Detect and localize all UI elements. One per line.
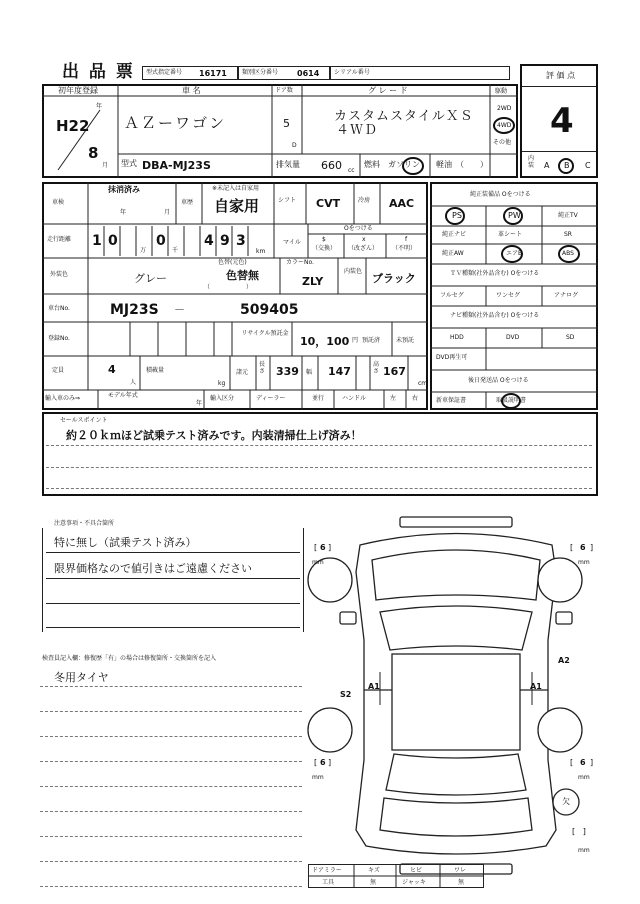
recycle-unit: 円 [352, 337, 359, 344]
capacity-unit: 人 [130, 379, 137, 386]
import-label: 輸入車のみ⇒ [45, 395, 81, 402]
tread-front-left-bracket: [ [314, 543, 318, 552]
handle-left: 左 [390, 395, 397, 402]
doors-value: 5 [283, 117, 290, 130]
acc-jack-value: 無 [458, 879, 465, 886]
equip-ps: PS [452, 211, 462, 220]
meter-swap-label: （交換） [312, 245, 337, 252]
interior-grade-a: A [544, 161, 550, 170]
km-unit: km [256, 248, 266, 255]
capacity-label: 定員 [52, 367, 65, 374]
notes-line-1: 特に無し（試乗テスト済み） [54, 536, 197, 549]
height-value: 167 [383, 365, 406, 378]
interior-grade-label: 内装 [528, 155, 535, 169]
chassis-label: 車台No. [48, 305, 70, 312]
tread-front-right-bracket: [ [570, 543, 574, 552]
sales-point-text: 約２０ｋｍほど試乗テスト済みです。内装清掃仕上げ済み！ [66, 429, 362, 442]
history-value: 自家用 [214, 197, 260, 215]
recycle-value: 10，100 [300, 335, 350, 348]
tread-rear-left: 6 [320, 758, 326, 767]
equip-leather: 革シート [498, 231, 523, 238]
reg-no-label: 登録No. [48, 335, 70, 342]
first-reg-year: H22 [56, 117, 90, 135]
damage-mark-a1-right: A1 [530, 682, 542, 691]
equip-sr: SR [564, 231, 572, 238]
sen-unit: 千 [172, 247, 179, 254]
acc-header-scratch: キズ [368, 867, 380, 874]
shift-value: CVT [316, 197, 341, 210]
ac-value: AAC [389, 197, 415, 210]
meter-unknown-label: （不明） [392, 245, 417, 252]
color-no-label: カラーNo. [286, 259, 314, 266]
load-unit: kg [218, 380, 226, 387]
width-label: 幅 [306, 369, 313, 376]
chassis-dash: － [174, 303, 185, 316]
recycle-label: リサイクル預託金 [241, 330, 289, 337]
model-type-value: DBA-MJ23S [142, 159, 211, 172]
dims-label: 諸元 [236, 369, 249, 376]
notes-label: 注意事項・不具合箇所 [54, 520, 115, 527]
width-value: 147 [328, 365, 351, 378]
length-label: 長さ [259, 361, 266, 375]
doors-label: ドア数 [275, 87, 293, 94]
fuel-gasoline: ガソリン [388, 160, 420, 169]
shaken-year-unit: 年 [120, 209, 127, 216]
mileage-digit-1: 1 [92, 233, 102, 249]
first-reg-month: 8 [88, 144, 99, 162]
exterior-color-value: グレー [134, 272, 167, 285]
damage-mark-a2: A2 [558, 656, 570, 665]
capacity-value: 4 [108, 363, 116, 376]
exterior-color-label: 外装色 [50, 271, 69, 278]
shaken-month-unit: 月 [164, 209, 171, 216]
displacement-label: 排気量 [276, 160, 300, 169]
interior-color-label: 内装色 [344, 268, 363, 275]
mm-unit-br: mm [578, 774, 590, 781]
meter-swap-symbol: $ [322, 236, 326, 243]
load-label: 積載量 [146, 367, 165, 374]
damage-mark-a1-left: A1 [368, 682, 380, 691]
grade-line2: ４ＷＤ [336, 123, 379, 138]
class-number: 0614 [297, 69, 320, 78]
tv-analog: アナログ [554, 292, 579, 299]
ac-label: 冷房 [358, 197, 371, 204]
acc-header-mirror: ドアミラー [312, 867, 342, 874]
serial-label: シリアル番号 [334, 69, 370, 76]
recycle-unpaid: 未預託 [396, 337, 415, 344]
length-value: 339 [276, 365, 299, 378]
repaint-value: 色替無 [226, 269, 259, 282]
shift-label: シフト [278, 197, 297, 204]
equip-tv: 純正TV [558, 212, 578, 219]
mileage-digit-4: 0 [156, 233, 166, 249]
history-label: 車歴 [181, 199, 194, 206]
tread-rear-left-bracket: [ [314, 758, 318, 767]
grade-label: グ レ ー ド [368, 86, 408, 95]
height-label: 高さ [373, 361, 380, 375]
grade-line1: カスタムスタイルＸＳ [334, 109, 474, 124]
equip-pw: PW [508, 211, 521, 220]
equip-abs: ABS [562, 250, 574, 257]
acc-header-crack: ヒビ [410, 867, 423, 874]
navi-dvd: DVD [506, 334, 520, 341]
tread-rear-right-bracket: [ [570, 758, 574, 767]
history-note: ※未記入は自家用 [212, 185, 260, 192]
fuel-diesel: 軽油 [436, 160, 452, 169]
drive-4wd: 4WD [497, 122, 512, 129]
repaint-label: 色替(元色) [218, 259, 247, 266]
sales-point-label: セールスポイント [60, 417, 108, 424]
later-manual: 取扱説明書 [496, 397, 527, 404]
chassis-number: 509405 [240, 302, 299, 318]
tread-front-left-bracket-close: ] [328, 543, 332, 552]
mm-unit-bl: mm [312, 774, 324, 781]
mm-unit-tl: mm [312, 559, 324, 566]
rating-value: 4 [550, 101, 574, 141]
acc-tools-value: 無 [370, 879, 377, 886]
mileage-digit-8: 3 [236, 233, 246, 249]
shaken-label: 車検 [52, 199, 65, 206]
mileage-label: 走行距離 [47, 236, 72, 243]
acc-jack-label: ジャッキ [402, 879, 426, 886]
handle-label: ハンドル [342, 395, 367, 402]
drive-other: その他 [493, 139, 512, 146]
mm-unit-tr: mm [578, 559, 590, 566]
drive-label: 駆動 [495, 88, 508, 95]
equip-aw: 純正AW [442, 250, 464, 257]
equip-airbag: エアB [506, 250, 523, 257]
chassis-prefix: MJ23S [110, 302, 159, 318]
model-year-label: モデル年式 [108, 392, 138, 399]
tread-rear-right: 6 [580, 758, 586, 767]
first-reg-label: 初年度登録 [58, 86, 98, 95]
rating-label: 評 価 点 [546, 71, 576, 80]
import-dealer: ディーラー [256, 395, 286, 402]
form-title: 出 品 票 [62, 62, 135, 82]
tread-rear-left-bracket-close: ] [328, 758, 332, 767]
fuel-other: （ ） [456, 160, 488, 169]
repaint-paren: （ ） [204, 284, 253, 291]
acc-header-break: ワレ [454, 867, 467, 874]
import-parallel: 並行 [312, 395, 325, 402]
class-label: 類別区分番号 [242, 69, 279, 76]
model-type-label: 型式 [121, 159, 137, 168]
inspector-label: 検査員記入欄：修復歴「有」の場合は修復箇所・交換箇所を記入 [42, 655, 217, 662]
recycle-paid: 預託済 [362, 337, 381, 344]
meter-tamper-symbol: x [362, 236, 366, 243]
drive-2wd: 2WD [497, 105, 512, 112]
acc-tools-label: 工具 [322, 879, 335, 886]
cm-unit: cm [418, 380, 428, 387]
damage-mark-s2: S2 [340, 690, 352, 699]
car-name: ＡＺーワゴン [124, 114, 227, 132]
tv-oneseg: ワンセグ [496, 292, 521, 299]
interior-grade-c: C [585, 161, 591, 170]
import-class-label: 輸入区分 [210, 395, 235, 402]
mm-unit-spare: mm [578, 847, 590, 854]
model-cert-label: 型式指定番号 [146, 69, 183, 76]
later-warranty: 新車保証書 [436, 397, 467, 404]
meter-circle-note: Oをつける [344, 225, 373, 232]
navi-title: ナビ種類(社外品含む) Oをつける [450, 312, 540, 319]
equip-navi: 純正ナビ [442, 231, 467, 238]
fuel-label: 燃料 [364, 160, 380, 169]
model-year-unit: 年 [196, 400, 203, 407]
man-unit: 万 [140, 247, 147, 254]
tread-front-right-bracket-close: ] [590, 543, 594, 552]
inspector-text: 冬用タイヤ [54, 671, 109, 684]
tread-spare-bracket: [ ] [572, 827, 586, 836]
navi-sd: SD [566, 334, 575, 341]
doors-unit: D [292, 142, 297, 149]
shaken-value: 抹消済み [108, 185, 140, 194]
meter-tamper-label: （改ざん） [348, 245, 379, 252]
mile-label: マイル [283, 239, 301, 246]
tread-front-left: 6 [320, 543, 326, 552]
tv-fullseg: フルセグ [440, 292, 464, 299]
navi-hdd: HDD [450, 334, 464, 341]
mileage-digit-7: 9 [220, 233, 230, 249]
tread-rear-right-bracket-close: ] [590, 758, 594, 767]
mileage-digit-6: 4 [204, 233, 214, 249]
dvd-playback-label: DVD再生可 [436, 354, 468, 361]
interior-color-value: ブラック [372, 272, 416, 285]
tv-title: ＴＶ種類(社外品含む) Oをつける [450, 270, 540, 277]
displacement-value: 660 [321, 159, 342, 172]
car-name-label: 車 名 [182, 86, 201, 95]
later-title: 後日発送品 Oをつける [468, 377, 529, 384]
year-unit: 年 [96, 103, 103, 110]
notes-line-2: 限界価格なので値引きはご遠慮ください [54, 562, 252, 575]
handle-right: 右 [412, 395, 419, 402]
month-unit: 月 [102, 162, 109, 169]
tread-front-right: 6 [580, 543, 586, 552]
mileage-digit-2: 0 [108, 233, 118, 249]
equipment-title: 純正装備品 Oをつける [470, 191, 531, 198]
meter-unknown-symbol: f [405, 236, 408, 243]
color-no-value: ZLY [302, 275, 324, 288]
model-cert-number: 16171 [199, 69, 227, 78]
spare-mark: 欠 [562, 797, 570, 806]
interior-grade-b: B [564, 161, 570, 170]
displacement-unit: cc [348, 167, 355, 174]
